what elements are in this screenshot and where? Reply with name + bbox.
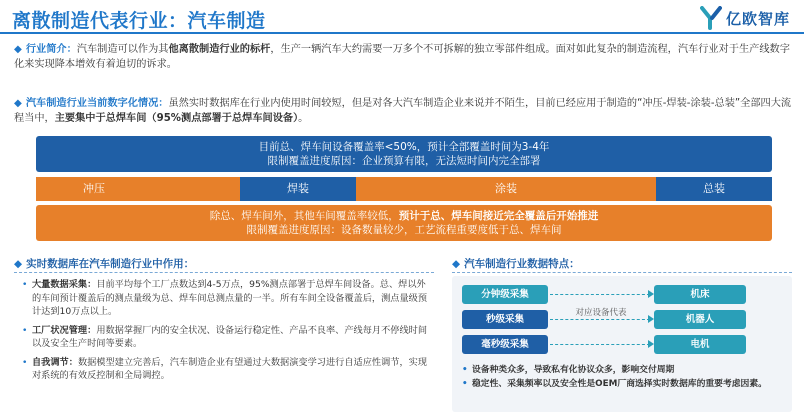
header-divider (0, 32, 804, 34)
diamond-icon: ◆ (14, 258, 23, 270)
list-item (22, 356, 434, 383)
item-text: 数据模型建立完善后，汽车制造企业有望通过大数据演变学习进行自适应性调节，实现对系统的有效反控制和全局调控。 (32, 356, 428, 381)
diamond-icon: ◆ (452, 258, 461, 270)
status-label: 汽车制造行业当前数字化情况： (25, 98, 169, 109)
intro-emphasis: 他离散制造行业的标杆 (168, 44, 271, 55)
status-text-2: 。 (298, 113, 309, 124)
intro-text-1: 汽车制造可以作为其 (76, 44, 169, 55)
coverage-top-bar (36, 136, 772, 172)
pill-second-collection: 秒级采集 (462, 310, 548, 329)
status-emphasis: 主要集中于总焊车间（95%测点部署于总焊车间设备） (54, 113, 299, 124)
logo-text: 亿欧智库 (726, 9, 791, 28)
coverage-bottom-line-2: 限制覆盖进度原因：设备数量较少，工艺流程重要度低于总、焊车间 (246, 224, 562, 236)
item-text: 目前平均每个工厂点数达到4-5万点，95%测点部署于总焊车间设备。总、焊以外的车间预计覆盖后的测点量级为总、焊车间总测点量的一半。所有车间全设备覆盖后，测点量级预计达到10万点以上。 (32, 279, 428, 317)
logo (700, 4, 796, 32)
left-section-title (14, 256, 194, 271)
coverage-top-line-2: 限制覆盖进度原因：企业预算有限，无法短时间内完全部署 (267, 155, 541, 167)
list-item (22, 278, 434, 319)
list-item: • 设备种类众多，导致私有化协议众多，影响交付周期 (462, 364, 784, 376)
diamond-icon: ◆ (14, 44, 22, 55)
list-item: • 稳定性、采集频率以及安全性是OEM厂商选择实时数据库的重要考虑因素。 (462, 378, 784, 390)
arrow-right-icon (648, 340, 654, 348)
coverage-bottom-line-1 (36, 209, 772, 223)
pill-robot: 机器人 (654, 310, 746, 329)
pill-motor: 电机 (654, 335, 746, 354)
left-section-title-text: 实时数据库在汽车制造行业中作用： (26, 258, 195, 270)
list-item (22, 324, 434, 351)
coverage-top-line-1: 目前总、焊车间设备覆盖率<50%，预计全部覆盖时间为3-4年 (258, 141, 550, 153)
right-section-title-text: 汽车制造行业数据特点： (464, 258, 580, 270)
arrow-right-icon (648, 315, 654, 323)
stage-welding: 焊装 (240, 177, 356, 201)
stage-stamping: 冲压 (36, 177, 152, 201)
item-text: 用数据掌握厂内的安全状况、设备运行稳定性、产品不良率、产线每月不停线时间以及安全生产时间等要素。 (32, 324, 428, 349)
connector-line-1 (550, 294, 650, 295)
right-section-divider (452, 272, 792, 274)
left-section-divider (14, 272, 434, 274)
stage-assembly: 总装 (656, 177, 772, 201)
status-paragraph (14, 96, 794, 126)
status-text-1: 虽然实时数据库在行业内使用时间较短，但是对各大汽车制造企业来说并不陌生，目前已经应用于制造的“冲压-焊装-涂装-总装”全部四大流程当中， (14, 98, 792, 124)
item-label: 工厂状况管理： (32, 324, 97, 336)
right-bullets (462, 364, 784, 390)
item-label: 自我调节： (32, 356, 78, 368)
right-section-title (452, 256, 580, 271)
intro-label: 行业简介： (25, 44, 77, 55)
center-label: 对应设备代表 (560, 306, 642, 318)
page-title: 离散制造代表行业：汽车制造 (12, 10, 266, 32)
coverage-bottom-line-1b: 预计于总、焊车间接近完全覆盖后开始推进 (398, 210, 599, 222)
arrow-right-icon (648, 290, 654, 298)
pill-machine-tool: 机床 (654, 285, 746, 304)
connector-line-2 (550, 319, 650, 320)
connector-line-3 (550, 344, 650, 345)
pill-minute-collection: 分钟级采集 (462, 285, 548, 304)
left-section-list (22, 278, 434, 388)
intro-paragraph (14, 42, 794, 72)
coverage-bottom-line-1a: 除总、焊车间外，其他车间覆盖率较低， (209, 210, 399, 222)
coverage-bottom-bar (36, 205, 772, 241)
intro-text-2: ，生产一辆汽车大约需要一万多个不可拆解的独立零部件组成。面对如此复杂的制造流程，汽车行业对于生产线数字化来实现降本增效有着迫切的诉求。 (14, 44, 790, 70)
logo-mark-icon (700, 6, 722, 30)
pill-millisecond-collection: 毫秒级采集 (462, 335, 548, 354)
item-label: 大量数据采集： (32, 279, 97, 290)
diamond-icon: ◆ (14, 98, 22, 109)
stage-painting: 涂装 (448, 177, 564, 201)
